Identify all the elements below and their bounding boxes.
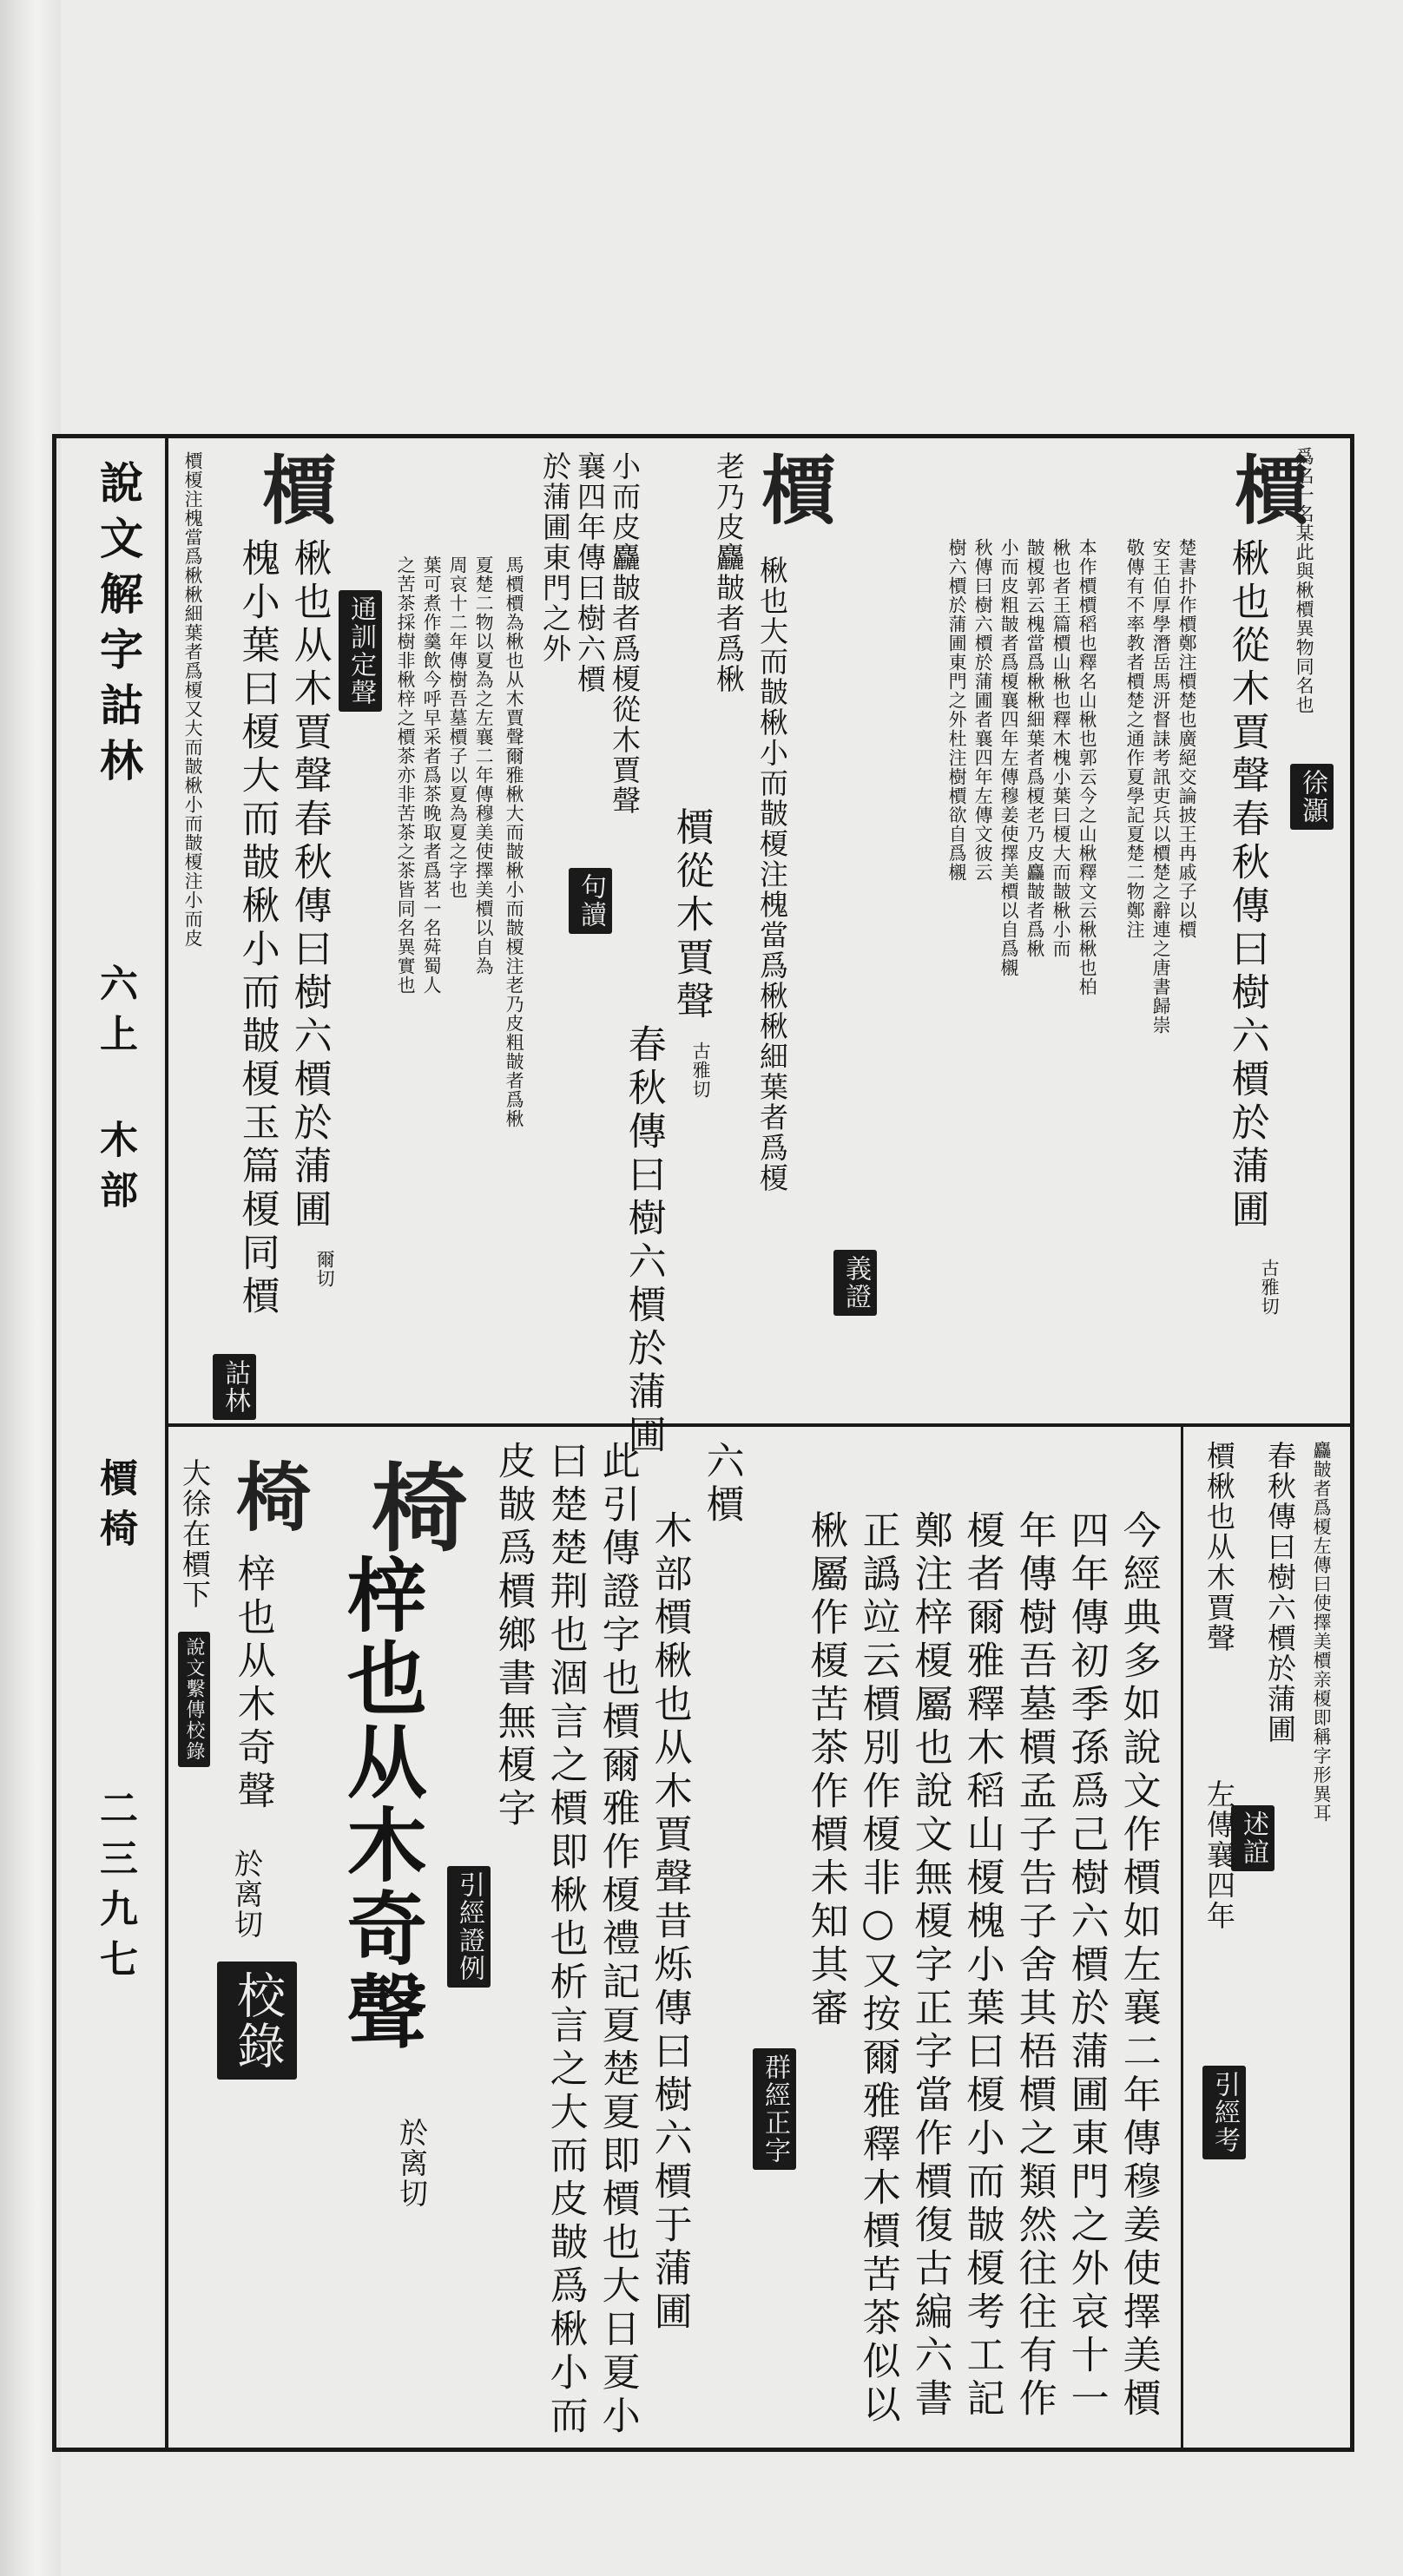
bottom-col-16-note: 於离切 — [229, 1849, 264, 1940]
seal-jia-2: 檟 — [748, 451, 836, 526]
tag-shuyi: 述誼 — [1231, 1805, 1275, 1871]
top-col-17: 襄四年傳曰樹六檟 — [572, 451, 607, 694]
top-col-20: 夏楚二物以夏為之左襄二年傳穆美使擇美檟以自為 — [473, 555, 495, 976]
top-col-2-note: 古雅切 — [1259, 1258, 1281, 1316]
top-col-13: 老乃皮麤皵者爲楸 — [711, 451, 746, 694]
tag-xuhao: 徐灝 — [1290, 764, 1334, 830]
top-col-26: 檟榎注槐當爲楸楸細葉者爲榎又大而皵楸小而皵榎注小而皮 — [182, 451, 204, 948]
bottom-col-11: 木部檟楸也从木賈聲昔烁傳曰樹六檟于蒲圃 — [647, 1510, 692, 2335]
bottom-col-8: 正譌竝云檟別作榎非○又按爾雅釋木檟苦茶似以 — [855, 1510, 900, 2428]
bottom-col-3: 今經典多如說文作檟如左襄二年傳穆姜使擇美檟 — [1116, 1510, 1161, 2422]
entries-label: 檟椅 — [93, 1458, 137, 1559]
bottom-col-2: 檟楸也从木賈聲 — [1202, 1441, 1236, 1653]
top-col-16: 小而皮麤皵者爲榎從木賈聲 — [607, 451, 642, 816]
seal-jia-3: 檟 — [249, 451, 337, 526]
top-col-2: 楸也從木賈聲春秋傳曰樹六檟於蒲圃 — [1224, 538, 1269, 1232]
bottom-col-17: 大徐在檟下 — [177, 1458, 212, 1610]
seal-yi-2: 椅 — [223, 1458, 311, 1533]
top-col-8: 皵榎郭云槐當爲楸楸細葉者爲榎老乃皮麤皵者爲楸 — [1024, 538, 1046, 958]
bottom-col-9: 楸屬作榎苦茶作檟未知其審 — [803, 1510, 848, 2031]
tag-yizheng: 義證 — [833, 1250, 877, 1316]
top-col-18: 於蒲圃東門之外 — [537, 451, 572, 664]
tag-yinjing-zhengli: 引經證例 — [447, 1866, 491, 1988]
tag-gulin: 詁林 — [213, 1354, 256, 1420]
radical-label: 木部 — [93, 1120, 137, 1220]
bottom-col-15: 梓也从木奇聲 — [333, 1554, 428, 2054]
tag-yinjingkao: 引經考 — [1202, 2066, 1246, 2159]
top-col-7: 楸也者王篇檟山楸也釋木槐小葉曰榎大而皵楸小而 — [1051, 538, 1072, 958]
bottom-col-16: 梓也从木奇聲 — [230, 1554, 275, 1814]
top-col-6: 本作檟檟稻也釋名山楸也郭云今之山楸釋文云楸楸也柏 — [1077, 538, 1098, 996]
top-col-9: 小而皮粗皵者爲榎襄四年左傳穆姜使擇美檟以自爲櫬 — [998, 538, 1020, 977]
page-number: 二三九七 — [93, 1788, 137, 1989]
bottom-col-6: 榎者爾雅釋木稻山榎槐小葉曰榎小而皵榎考工記 — [959, 1510, 1004, 2422]
top-col-11: 樹六檟於蒲圃東門之外杜注樹檟欲自爲櫬 — [946, 538, 968, 882]
tag-jiaolu: 校錄 — [217, 1962, 297, 2080]
top-col-5: 敬傳有不率教者檟楚之通作夏學記夏楚二物鄭注 — [1124, 538, 1146, 939]
top-col-21: 周哀十二年傳樹吾墓檟子以夏為夏之字也 — [447, 555, 469, 899]
tag-tongxun-dingsheng: 通訓定聲 — [339, 590, 382, 712]
bottom-col-1: 春秋傳曰樹六檟於蒲圃 — [1262, 1441, 1297, 1745]
bottom-col-7: 鄭注梓榎屬也說文無榎字正字當作檟復古編六書 — [907, 1510, 952, 2422]
bottom-col-12: 此引傳證字也檟爾雅作榎禮記夏楚夏即檟也大日夏小 — [595, 1441, 640, 2439]
top-col-3: 楚書扑作檟鄭注檟楚也廣絕交論披王冉戚子以檟 — [1176, 538, 1198, 939]
section-divider — [165, 1423, 1354, 1427]
tag-qunjing-zhengzi: 群經正字 — [753, 2048, 796, 2170]
tag-xizhuan-jiaolu: 說文繫傳校錄 — [178, 1632, 210, 1767]
seal-jia-1: 檟 — [1222, 451, 1309, 526]
top-col-14-note: 古雅切 — [690, 1042, 712, 1099]
seal-yi-1: 椅 — [356, 1458, 468, 1554]
top-col-12: 楸也大而皵楸小而皵榎注槐當爲楸楸細葉者爲榎 — [754, 555, 789, 1193]
top-col-14: 檟從木賈聲 — [669, 807, 714, 1024]
bottom-col-15-note: 於离切 — [394, 2118, 429, 2209]
top-col-4: 安王伯厚學潛岳馬汧督誄考訊吏兵以檟楚之辭連之唐書歸崇 — [1150, 538, 1172, 1035]
bottom-col-10: 六檟 — [699, 1441, 744, 1528]
section-label: 六上 — [93, 963, 137, 1064]
bottom-col-14: 皮皵爲檟鄉書無榎字 — [491, 1441, 536, 1831]
bottom-col-4: 四年傳初季孫爲己樹六檟於蒲圃東門之外哀十一 — [1064, 1510, 1109, 2422]
top-col-10: 秋傳曰樹六檟於蒲圃者襄四年左傳文彼云 — [972, 538, 994, 882]
tag-judou: 句讀 — [569, 868, 612, 934]
top-col-19: 馬檟檟為楸也从木賈聲爾雅楸大而皵楸小而皵榎注老乃皮粗皵者爲楸 — [504, 555, 525, 1128]
bottom-col-0: 麤皵者爲榎左傳曰使擇美檟亲榎即稱字形異耳 — [1311, 1441, 1333, 1823]
book-title: 說文解字詁林 — [93, 460, 144, 793]
bottom-column-rule — [1181, 1423, 1183, 2452]
top-col-15: 春秋傳曰樹六檟於蒲圃 — [621, 1024, 666, 1458]
top-col-25: 槐小葉曰榎大而皵楸小而皵榎玉篇榎同檟 — [234, 538, 280, 1319]
top-col-22: 葉可煮作羹飲今呼早采者爲茶晚取者爲茗一名荈蜀人 — [421, 555, 443, 995]
top-col-1: 爲名一名某此與楸檟異物同名也 — [1294, 447, 1315, 714]
bottom-col-13: 曰楚楚荆也涸言之檟即楸也析言之大而皮皵爲楸小而 — [543, 1441, 588, 2439]
top-col-24-note: 爾切 — [314, 1250, 336, 1288]
bottom-col-5: 年傳樹吾墓檟孟子告子舍其梧檟之類然往往有作 — [1011, 1510, 1057, 2422]
top-col-24: 楸也从木賈聲春秋傳曰樹六檟於蒲圃 — [287, 538, 332, 1232]
bottom-col-2-note: 左傳襄四年 — [1202, 1779, 1236, 1931]
margin-rule — [165, 434, 168, 2452]
top-col-23: 之苦茶採樹非楸梓之檟茶亦非苦茶之茶皆同名異實也 — [395, 555, 417, 995]
